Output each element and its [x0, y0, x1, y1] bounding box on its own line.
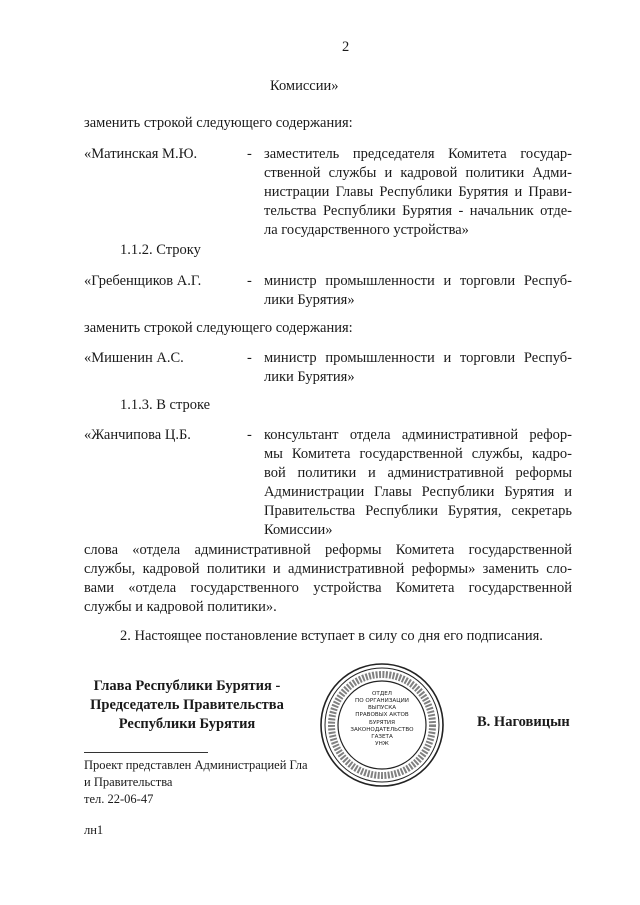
entry-line: мы Комитета государственной службы, кадро- — [264, 446, 572, 462]
footer-divider — [84, 752, 208, 753]
entry-line: заместитель председателя Комитета государ- — [264, 146, 572, 162]
stamp-line: ЗАКОНОДАТЕЛЬСТВО — [350, 727, 414, 733]
stamp-line: ПО ОРГАНИЗАЦИИ — [355, 698, 409, 704]
entry-dash: - — [247, 273, 252, 289]
stamp-line: УНЖ — [375, 741, 389, 747]
entry-text-grebenshchikov — [264, 272, 572, 310]
entry-name-grebenshchikov: «Гребенщиков А.Г. — [84, 273, 202, 289]
entry-text-zhanchipova — [264, 426, 572, 540]
entry-dash: - — [247, 146, 252, 162]
stamp-line: ПРАВОВЫХ АКТОВ — [355, 712, 409, 718]
replace-line-2: заменить строкой следующего содержания: — [84, 320, 353, 336]
entry-line: ственной службы и кадровой политики Адми- — [264, 165, 572, 181]
entry-line: ла государственного устройства» — [264, 222, 469, 238]
item-1-1-3: 1.1.3. В строке — [120, 397, 211, 413]
entry-line: Администрации Главы Республики Бурятия и — [264, 484, 572, 500]
signature-title-line: Республики Бурятия — [118, 716, 256, 732]
entry-line: вой политики и административной реформы — [264, 465, 572, 481]
komissii-line: Комиссии» — [270, 78, 339, 94]
signature-title-line: Председатель Правительства — [90, 697, 284, 713]
stamp-line: БУРЯТИЯ — [369, 720, 395, 726]
paragraph-line: службы и кадровой политики». — [84, 599, 277, 615]
paragraph-line: слова «отдела административной реформы Комитета государственной — [84, 542, 572, 558]
stamp-line: ГАЗЕТА — [371, 734, 393, 740]
item-2: 2. Настоящее постановление вступает в силу со дня его подписания. — [120, 628, 543, 644]
stamp-line: ОТДЕЛ — [372, 691, 392, 697]
entry-dash: - — [247, 427, 252, 443]
entry-text-mishenin — [264, 349, 572, 387]
footer-line: тел. 22-06-47 — [84, 792, 154, 806]
footer-line: Проект представлен Администрацией Гла — [84, 758, 308, 772]
stamp-seal-icon — [318, 661, 446, 789]
footer-line: и Правительства — [84, 775, 173, 789]
stamp-line: ВЫПУСКА — [367, 705, 397, 711]
replace-line-1: заменить строкой следующего содержания: — [84, 115, 353, 131]
entry-name-zhanchipova: «Жанчипова Ц.Б. — [84, 427, 191, 443]
entry-line: лики Бурятия» — [264, 292, 355, 308]
paragraph-line: вами «отдела государственного устройства Комитета государственной — [84, 580, 572, 596]
paragraph-line: службы, кадровой политики и административной реформы» заменить сло- — [84, 561, 572, 577]
official-stamp — [318, 661, 446, 789]
entry-line: тельства Республики Бурятия - начальник отде- — [264, 203, 572, 219]
entry-line: министр промышленности и торговли Респуб- — [264, 350, 572, 366]
signer-name: В. Наговицын — [477, 714, 570, 730]
entry-line: министр промышленности и торговли Респуб- — [264, 273, 572, 289]
entry-line: Комиссии» — [264, 522, 333, 538]
entry-line: нистрации Главы Республики Бурятия и Прави- — [264, 184, 572, 200]
entry-line: лики Бурятия» — [264, 369, 355, 385]
entry-line: Правительства Республики Бурятия, секретарь — [264, 503, 572, 519]
entry-text-matinskaya — [264, 145, 572, 240]
entry-name-matinskaya: «Матинская М.Ю. — [84, 146, 198, 162]
signature-title-line: Глава Республики Бурятия - — [93, 678, 281, 694]
words-paragraph — [84, 541, 572, 617]
item-1-1-2: 1.1.2. Строку — [120, 242, 201, 258]
entry-dash: - — [247, 350, 252, 366]
entry-line: консультант отдела административной рефор- — [264, 427, 572, 443]
entry-name-mishenin: «Мишенин А.С. — [84, 350, 184, 366]
page-number: 2 — [342, 39, 350, 55]
footer-code: лн1 — [84, 823, 104, 837]
